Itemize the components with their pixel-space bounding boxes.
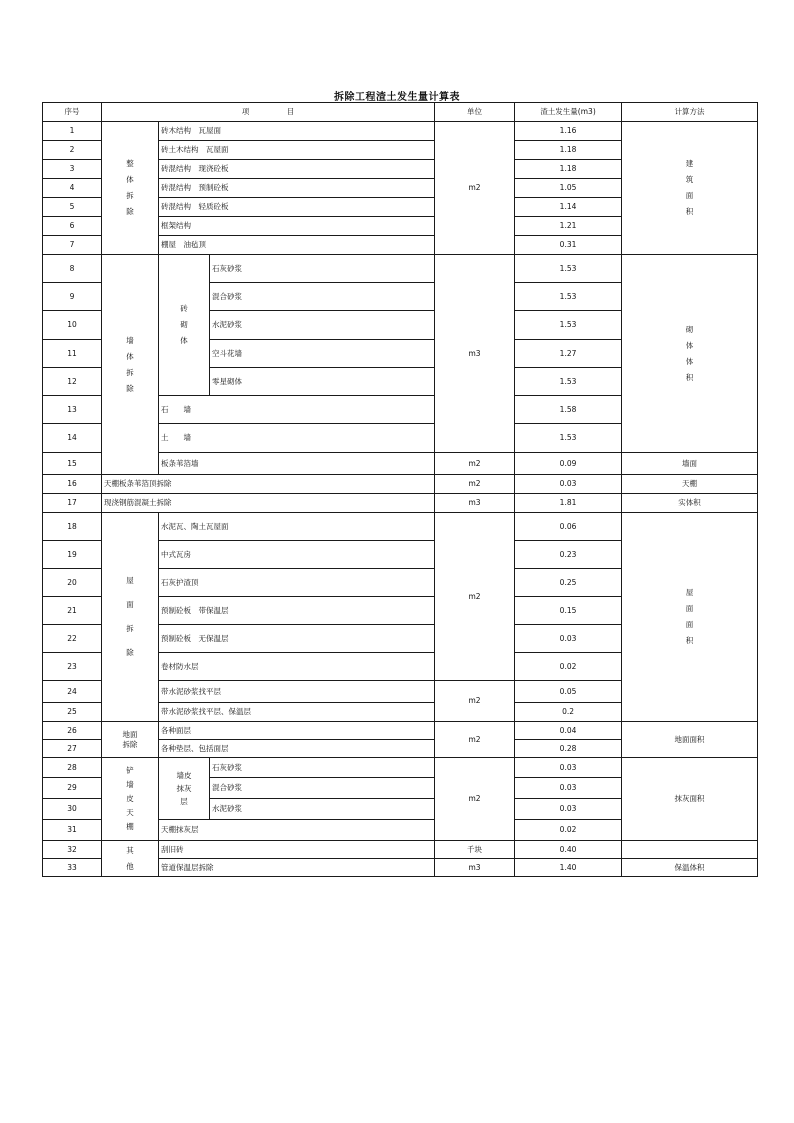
- row-seq: 21: [43, 597, 102, 625]
- row-qty: 0.28: [515, 740, 622, 758]
- header-row: [43, 103, 758, 122]
- row-item: 管道保温层拆除: [159, 859, 435, 877]
- row-qty: 0.05: [515, 681, 622, 703]
- row-item: 带水泥砂浆找平层、保温层: [159, 703, 435, 722]
- row-item: 水泥砂浆: [210, 799, 435, 820]
- row-item: 棚屋 油毡顶: [159, 236, 435, 255]
- row-seq: 23: [43, 653, 102, 681]
- row-item: 各种面层: [159, 722, 435, 740]
- row-qty: 0.23: [515, 541, 622, 569]
- group-plaster: 铲墙皮天棚: [102, 758, 159, 841]
- table-row: [43, 475, 758, 494]
- row-item: 砖混结构 预制砼板: [159, 179, 435, 198]
- row-item: 各种垫层、包括面层: [159, 740, 435, 758]
- unit-cell: m2: [435, 722, 515, 758]
- row-item: 砖混结构 轻质砼板: [159, 198, 435, 217]
- row-item: 空斗花墙: [210, 340, 435, 368]
- row-seq: 33: [43, 859, 102, 877]
- method-cell: 实体积: [622, 494, 758, 513]
- row-seq: 24: [43, 681, 102, 703]
- header-unit: 单位: [435, 103, 515, 122]
- row-qty: 0.03: [515, 799, 622, 820]
- row-qty: 1.05: [515, 179, 622, 198]
- row-seq: 7: [43, 236, 102, 255]
- method-cell: 砌体体积: [622, 255, 758, 453]
- table: [42, 102, 758, 877]
- row-seq: 20: [43, 569, 102, 597]
- unit-cell: m3: [435, 255, 515, 453]
- row-item: 现浇钢筋混凝土拆除: [102, 494, 435, 513]
- row-seq: 8: [43, 255, 102, 283]
- row-qty: 1.18: [515, 160, 622, 179]
- table-row: [43, 255, 758, 283]
- row-seq: 13: [43, 396, 102, 424]
- row-item: 砖混结构 现浇砼板: [159, 160, 435, 179]
- row-qty: 0.02: [515, 820, 622, 841]
- row-qty: 0.02: [515, 653, 622, 681]
- row-seq: 19: [43, 541, 102, 569]
- row-qty: 0.09: [515, 453, 622, 475]
- method-cell: [622, 841, 758, 859]
- row-seq: 26: [43, 722, 102, 740]
- row-qty: 1.53: [515, 424, 622, 453]
- table-row: [43, 122, 758, 141]
- row-item: 水泥瓦、陶土瓦屋面: [159, 513, 435, 541]
- row-item: 石灰护渣顶: [159, 569, 435, 597]
- row-qty: 1.27: [515, 340, 622, 368]
- row-item: 卷材防水层: [159, 653, 435, 681]
- row-qty: 1.40: [515, 859, 622, 877]
- row-seq: 10: [43, 311, 102, 340]
- row-seq: 6: [43, 217, 102, 236]
- header-method: 计算方法: [622, 103, 758, 122]
- table-row: [43, 758, 758, 778]
- row-seq: 1: [43, 122, 102, 141]
- row-seq: 25: [43, 703, 102, 722]
- group-wall: 墙体拆除: [102, 255, 159, 475]
- row-qty: 1.21: [515, 217, 622, 236]
- row-item: 天棚抹灰层: [159, 820, 435, 841]
- method-cell: 墙面: [622, 453, 758, 475]
- group-roof: 屋面拆除: [102, 513, 159, 722]
- row-item: 天棚板条苇箔顶拆除: [102, 475, 435, 494]
- row-item: 土 墙: [159, 424, 435, 453]
- row-qty: 0.15: [515, 597, 622, 625]
- row-qty: 1.53: [515, 311, 622, 340]
- row-seq: 12: [43, 368, 102, 396]
- page-title: 拆除工程渣土发生量计算表: [334, 92, 460, 103]
- method-cell: 保温体积: [622, 859, 758, 877]
- row-seq: 31: [43, 820, 102, 841]
- row-item: 混合砂浆: [210, 778, 435, 799]
- row-seq: 29: [43, 778, 102, 799]
- row-qty: 1.18: [515, 141, 622, 160]
- row-item: 中式瓦房: [159, 541, 435, 569]
- method-cell: 建筑面积: [622, 122, 758, 255]
- row-qty: 1.53: [515, 368, 622, 396]
- group-wallskin: 墙皮抹灰层: [159, 758, 210, 820]
- row-qty: 0.04: [515, 722, 622, 740]
- row-item: 刮旧砖: [159, 841, 435, 859]
- row-qty: 0.03: [515, 758, 622, 778]
- row-seq: 30: [43, 799, 102, 820]
- row-qty: 1.81: [515, 494, 622, 513]
- row-qty: 0.03: [515, 778, 622, 799]
- row-seq: 14: [43, 424, 102, 453]
- unit-cell: m3: [435, 494, 515, 513]
- row-qty: 0.25: [515, 569, 622, 597]
- row-seq: 18: [43, 513, 102, 541]
- method-cell: 抹灰面积: [622, 758, 758, 841]
- unit-cell: m2: [435, 475, 515, 494]
- row-qty: 1.16: [515, 122, 622, 141]
- row-qty: 0.06: [515, 513, 622, 541]
- row-qty: 1.58: [515, 396, 622, 424]
- table-row: [43, 722, 758, 740]
- row-qty: 0.03: [515, 625, 622, 653]
- row-item: 板条苇箔墙: [159, 453, 435, 475]
- row-qty: 0.31: [515, 236, 622, 255]
- header-qty: 渣土发生量(m3): [515, 103, 622, 122]
- method-cell: 屋面面积: [622, 513, 758, 722]
- row-qty: 0.40: [515, 841, 622, 859]
- row-seq: 15: [43, 453, 102, 475]
- header-item: 项 目: [102, 103, 435, 122]
- unit-cell: m2: [435, 758, 515, 841]
- row-item: 砖木结构 瓦屋面: [159, 122, 435, 141]
- row-seq: 17: [43, 494, 102, 513]
- table-row: [43, 494, 758, 513]
- row-item: 石灰砂浆: [210, 758, 435, 778]
- row-item: 预制砼板 带保温层: [159, 597, 435, 625]
- header-seq: 序号: [43, 103, 102, 122]
- unit-cell: m2: [435, 681, 515, 722]
- row-item: 石灰砂浆: [210, 255, 435, 283]
- unit-cell: m2: [435, 513, 515, 681]
- table-row: [43, 841, 758, 859]
- row-item: 水泥砂浆: [210, 311, 435, 340]
- row-seq: 9: [43, 283, 102, 311]
- row-item: 框架结构: [159, 217, 435, 236]
- row-seq: 32: [43, 841, 102, 859]
- row-seq: 4: [43, 179, 102, 198]
- row-seq: 2: [43, 141, 102, 160]
- row-seq: 3: [43, 160, 102, 179]
- row-item: 混合砂浆: [210, 283, 435, 311]
- row-seq: 28: [43, 758, 102, 778]
- row-seq: 11: [43, 340, 102, 368]
- table-row: [43, 513, 758, 541]
- group-whole: 整体拆除: [102, 122, 159, 255]
- method-cell: 天棚: [622, 475, 758, 494]
- row-qty: 1.53: [515, 255, 622, 283]
- group-brick: 砖砌体: [159, 255, 210, 396]
- unit-cell: m2: [435, 453, 515, 475]
- unit-cell: m3: [435, 859, 515, 877]
- unit-cell: 千块: [435, 841, 515, 859]
- row-item: 砖土木结构 瓦屋面: [159, 141, 435, 160]
- row-item: 带水泥砂浆找平层: [159, 681, 435, 703]
- group-other: 其他: [102, 841, 159, 877]
- row-seq: 22: [43, 625, 102, 653]
- row-seq: 16: [43, 475, 102, 494]
- unit-cell: m2: [435, 122, 515, 255]
- calculation-table: [42, 102, 757, 877]
- row-seq: 27: [43, 740, 102, 758]
- row-item: 预制砼板 无保温层: [159, 625, 435, 653]
- row-qty: 0.03: [515, 475, 622, 494]
- group-floor: 地面拆除: [102, 722, 159, 758]
- row-item: 零星砌体: [210, 368, 435, 396]
- row-seq: 5: [43, 198, 102, 217]
- row-item: 石 墙: [159, 396, 435, 424]
- method-cell: 地面面积: [622, 722, 758, 758]
- row-qty: 1.14: [515, 198, 622, 217]
- row-qty: 0.2: [515, 703, 622, 722]
- row-qty: 1.53: [515, 283, 622, 311]
